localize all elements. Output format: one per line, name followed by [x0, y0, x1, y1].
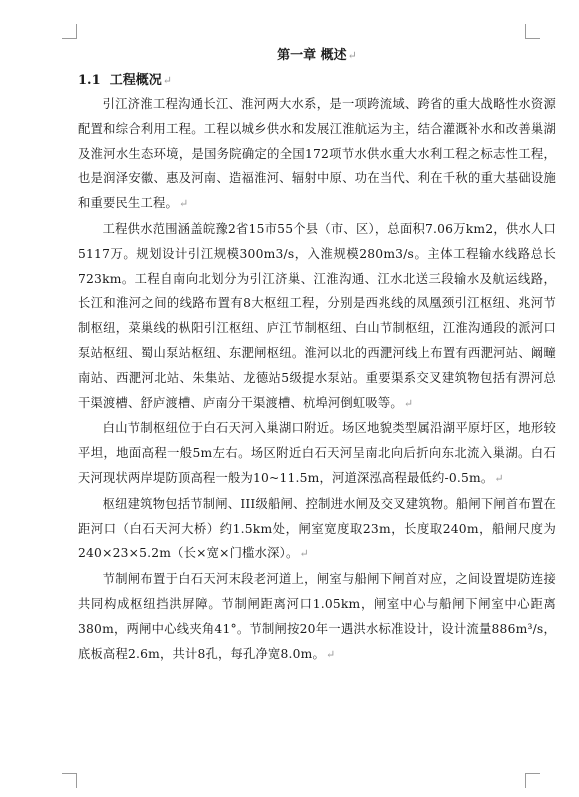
- page-corner-bottom-left: [62, 773, 77, 788]
- paragraph-mark: ↵: [347, 49, 357, 62]
- paragraph-mark: ↵: [403, 396, 414, 410]
- page-corner-top-left: [62, 24, 77, 39]
- paragraph-text: 节制闸布置于白石天河末段老河道上，闸室与船闸下闸首对应，之间设置堤防连接共同构成枢纽挡洪屏障。节制闸距离河口1.05km，闸室中心与船闸下闸室中心距离380m，两闸中心线夹角41°。节制闸按20年一遇洪水标准设计，设计流量886m³/s，底板高程2.6m，共计8孔，每孔净宽8.0m。: [78, 572, 556, 661]
- paragraph-text: 引江济淮工程沟通长江、淮河两大水系，是一项跨流域、跨省的重大战略性水资源配置和综合利用工程。工程以城乡供水和发展江淮航运为主，结合灌溉补水和改善巢湖及淮河水生态环境，是国务院确定的全国172项节水供水重大水利工程之标志性工程，也是润泽安徽、惠及河南、造福淮河、辐射中原、功在当代、利在千秋的重大基础设施和重要民生工程。: [78, 97, 556, 211]
- section-heading: [78, 70, 556, 92]
- paragraph-mark: ↵: [162, 74, 172, 87]
- document-page: [78, 46, 556, 667]
- paragraph-control-gate: [78, 567, 556, 667]
- section-number: 1.1: [78, 73, 101, 88]
- paragraph-text: 白山节制枢纽位于白石天河入巢湖口附近。场区地貌类型属沿湖平原圩区，地形较平坦，地面高程一般5m左右。场区附近白石天河呈南北向后折向东北流入巢湖。白石天河现状两岸堤防顶高程一般为10~11.5m，河道深泓高程最低约-0.5m。: [78, 421, 556, 485]
- page-corner-top-right: [525, 24, 540, 39]
- paragraph-baishan-hub: [78, 416, 556, 491]
- chapter-title: [78, 46, 556, 66]
- paragraph-mark: ↵: [494, 471, 504, 485]
- paragraph-text: 枢纽建筑物包括节制闸、III级船闸、控制进水闸及交叉建筑物。船闸下闸首布置在距河口（白石天河大桥）约1.5km处，闸室宽度取23m，长度取240m，船闸尺度为240×23×5.2m（长×宽×门槛水深）。: [78, 496, 556, 561]
- paragraph-overview: [78, 92, 556, 217]
- paragraph-hub-structures: [78, 492, 556, 567]
- paragraph-text: 工程供水范围涵盖皖豫2省15市55个县（市、区），总面积7.06万km2，供水人口5117万。规划设计引江规模300m3/s，入淮规模280m3/s。主体工程输水线路总长723km。工程自南向北划分为引江济巢、江淮沟通、江水北送三段输水及航运线路，长江和淮河之间的线路布置有8大枢纽工程，分别是西兆线的凤凰颈引江枢纽、兆河节制枢纽，菜巢线的枞阳引江枢纽、庐江节制枢纽、白山节制枢纽，江淮沟通段的派河口泵站枢纽、蜀山泵站枢纽、东淝闸枢纽。淮河以北的西淝河线上布置有西淝河站、阚疃南站、西淝河北站、朱集站、龙德站5级提水泵站。重要渠系交叉建筑物包括有淠河总干渠渡槽、舒庐渡槽、庐南分干渠渡槽、杭埠河倒虹吸等。: [78, 221, 556, 410]
- section-title: 工程概况: [109, 73, 162, 88]
- page-corner-bottom-right: [525, 773, 540, 788]
- chapter-title-text: 第一章 概述: [277, 48, 347, 63]
- paragraph-mark: ↵: [326, 647, 336, 661]
- paragraph-mark: ↵: [299, 547, 309, 561]
- paragraph-scope: [78, 217, 556, 416]
- paragraph-mark: ↵: [178, 197, 189, 211]
